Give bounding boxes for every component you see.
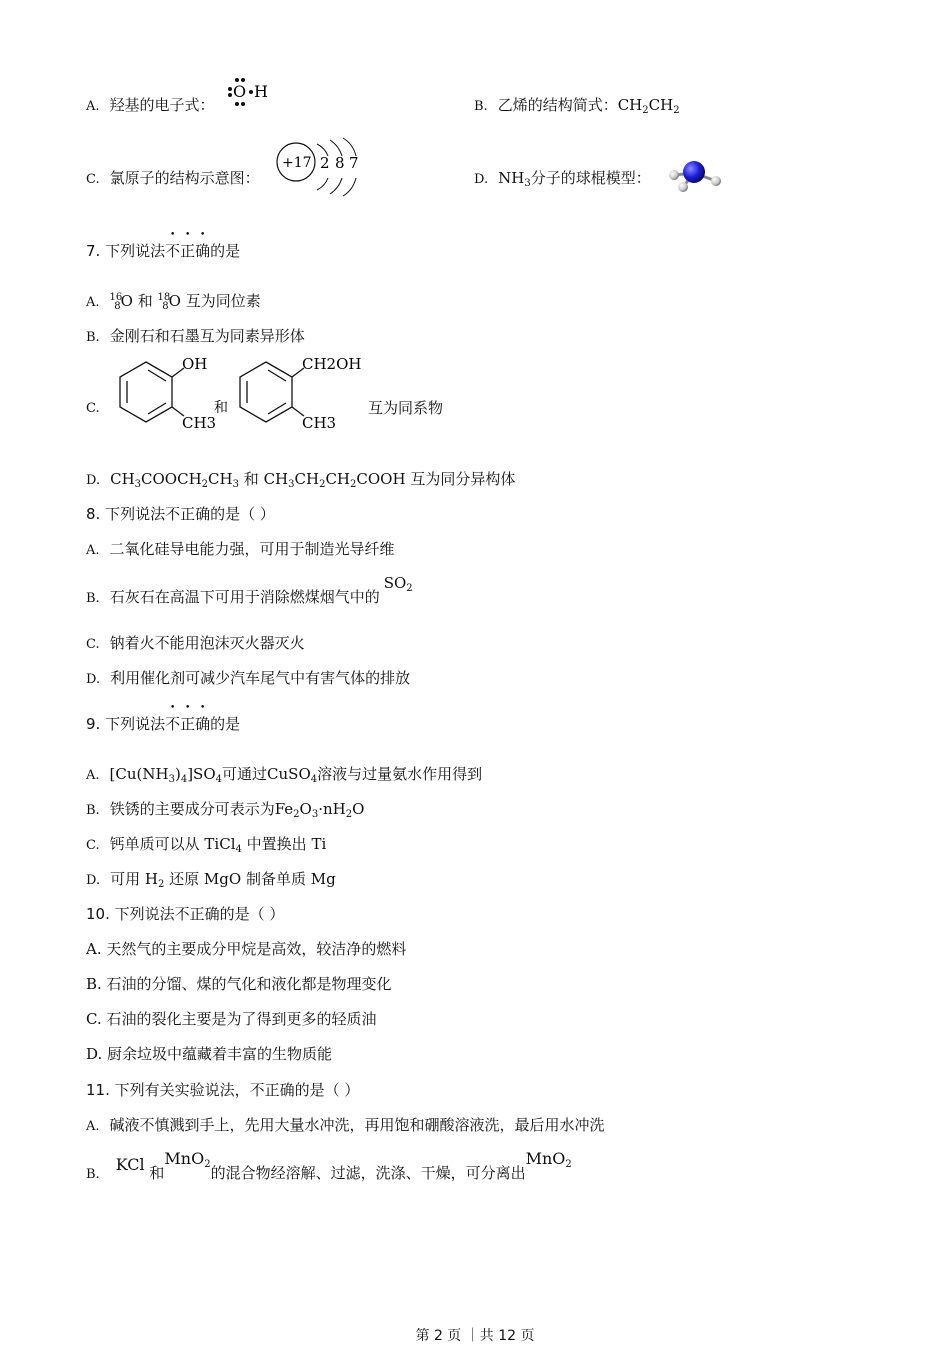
q8-option-c: C. 钠着火不能用泡沫灭火器灭火 <box>86 634 305 652</box>
q6-option-d: D. $NH_3$分子的球棍模型： <box>474 169 651 189</box>
svg-text:7: 7 <box>349 154 359 172</box>
q10-stem: 10. 下列说法不正确的是（ ） <box>86 905 285 923</box>
q9-option-a: A. $[Cu(NH_3)_4]SO_4$可通过CuSO$_4$溶液与过量氨水作用得到 <box>86 765 483 785</box>
q9-option-c: C. 钙单质可以从 TiCl$_4$ 中置换出 Ti <box>86 835 327 855</box>
formula-rust: $Fe_2O_3\cdot nH_2O$ <box>274 800 365 820</box>
mno2-formula-1: MnO$_2$ <box>164 1149 211 1170</box>
so2-formula: $SO_2$ <box>383 574 413 594</box>
svg-text:2: 2 <box>320 154 330 172</box>
ammonia-ball-stick-model <box>664 156 726 196</box>
q7-option-c-label: C. <box>86 401 100 416</box>
q7-option-c-tail: 互为同系物 <box>368 399 444 417</box>
isotope-o16: $^{16}_8$O <box>109 292 133 312</box>
ammonia-formula: $NH_3$ <box>498 169 531 189</box>
svg-text:8: 8 <box>335 154 345 172</box>
svg-text:O: O <box>233 82 247 101</box>
svg-text:CH2OH: CH2OH <box>302 355 362 373</box>
svg-text:CH3: CH3 <box>302 414 337 432</box>
q11-stem: 11. 下列有关实验说法，不正确的是（ ） <box>86 1081 360 1099</box>
formula-cuso4: CuSO$_4$ <box>267 765 318 785</box>
q7-option-c-structures <box>108 350 368 436</box>
svg-text:和: 和 <box>214 400 228 416</box>
q9-option-b: B. 铁锈的主要成分可表示为$Fe_2O_3\cdot nH_2O$ <box>86 800 365 820</box>
formula-methyl-acetate: $CH_3COOCH_2CH_3$ <box>110 470 239 490</box>
page-footer: 第 2 页 ｜共 12 页 <box>415 1328 535 1344</box>
svg-text:CH3: CH3 <box>182 414 217 432</box>
q8-option-d: D. 利用催化剂可减少汽车尾气中有害气体的排放 <box>86 669 411 687</box>
q7-option-a: A. $^{16}_8$O 和 $^{18}_8$O 互为同位素 <box>86 292 261 312</box>
q8-stem: 8. 下列说法不正确的是（ ） <box>86 505 275 523</box>
q10-option-d: D. 厨余垃圾中蕴藏着丰富的生物质能 <box>86 1045 333 1063</box>
svg-text:+17: +17 <box>282 155 312 171</box>
q9-option-d: D. 可用 $H_2$ 还原 MgO 制备单质 Mg <box>86 870 336 890</box>
q10-option-c: C. 石油的裂化主要是为了得到更多的轻质油 <box>86 1010 377 1028</box>
q11-option-a: A. 碱液不慎溅到手上，先用大量水冲洗，再用饱和硼酸溶液洗，最后用水冲洗 <box>86 1116 605 1134</box>
svg-text:OH: OH <box>182 355 208 373</box>
formula-tetraammine-copper: $[Cu(NH_3)_4]SO_4$ <box>109 765 223 785</box>
q9-stem: 9. 下列说法不正确的是 <box>86 715 241 733</box>
ethylene-formula: $CH_2CH_2$ <box>617 96 680 116</box>
q10-option-b: B. 石油的分馏、煤的气化和液化都是物理变化 <box>86 975 392 993</box>
q7-stem: 7. 下列说法不正确的是 <box>86 242 241 260</box>
mno2-formula-2: MnO$_2$ <box>525 1149 572 1170</box>
hydroxyl-electron-formula <box>224 74 274 110</box>
q6-option-c: C. 氯原子的结构示意图： <box>86 169 260 187</box>
formula-h2: $H_2$ <box>140 870 165 890</box>
q8-option-a: A. 二氧化硅导电能力强，可用于制造光导纤维 <box>86 540 395 558</box>
q7-option-b: B. 金刚石和石墨互为同素异形体 <box>86 327 305 345</box>
formula-butanoic-acid: $CH_3CH_2CH_2COOH$ <box>263 470 406 490</box>
chlorine-atom-diagram <box>276 136 362 198</box>
q7-option-d: D. $CH_3COOCH_2CH_3$ 和 $CH_3CH_2CH_2COOH$ 互为同分异构体 <box>86 470 516 490</box>
q6-option-b: B. 乙烯的结构简式：$CH_2CH_2$ <box>474 96 680 116</box>
svg-text:H: H <box>254 82 268 101</box>
q11-option-b: B.KCl 和MnO$_2$的混合物经溶解、过滤，洗涤、干燥，可分离出MnO$_2$ <box>86 1149 572 1182</box>
q6-option-a: A. 羟基的电子式： <box>86 96 215 114</box>
isotope-o18: $^{18}_8$O <box>157 292 181 312</box>
formula-ticl4: TiCl$_4$ <box>199 835 242 855</box>
q10-option-a: A. 天然气的主要成分甲烷是高效，较洁净的燃料 <box>86 940 407 958</box>
q8-option-b: B. 石灰石在高温下可用于消除燃煤烟气中的$SO_2$ <box>86 574 413 606</box>
